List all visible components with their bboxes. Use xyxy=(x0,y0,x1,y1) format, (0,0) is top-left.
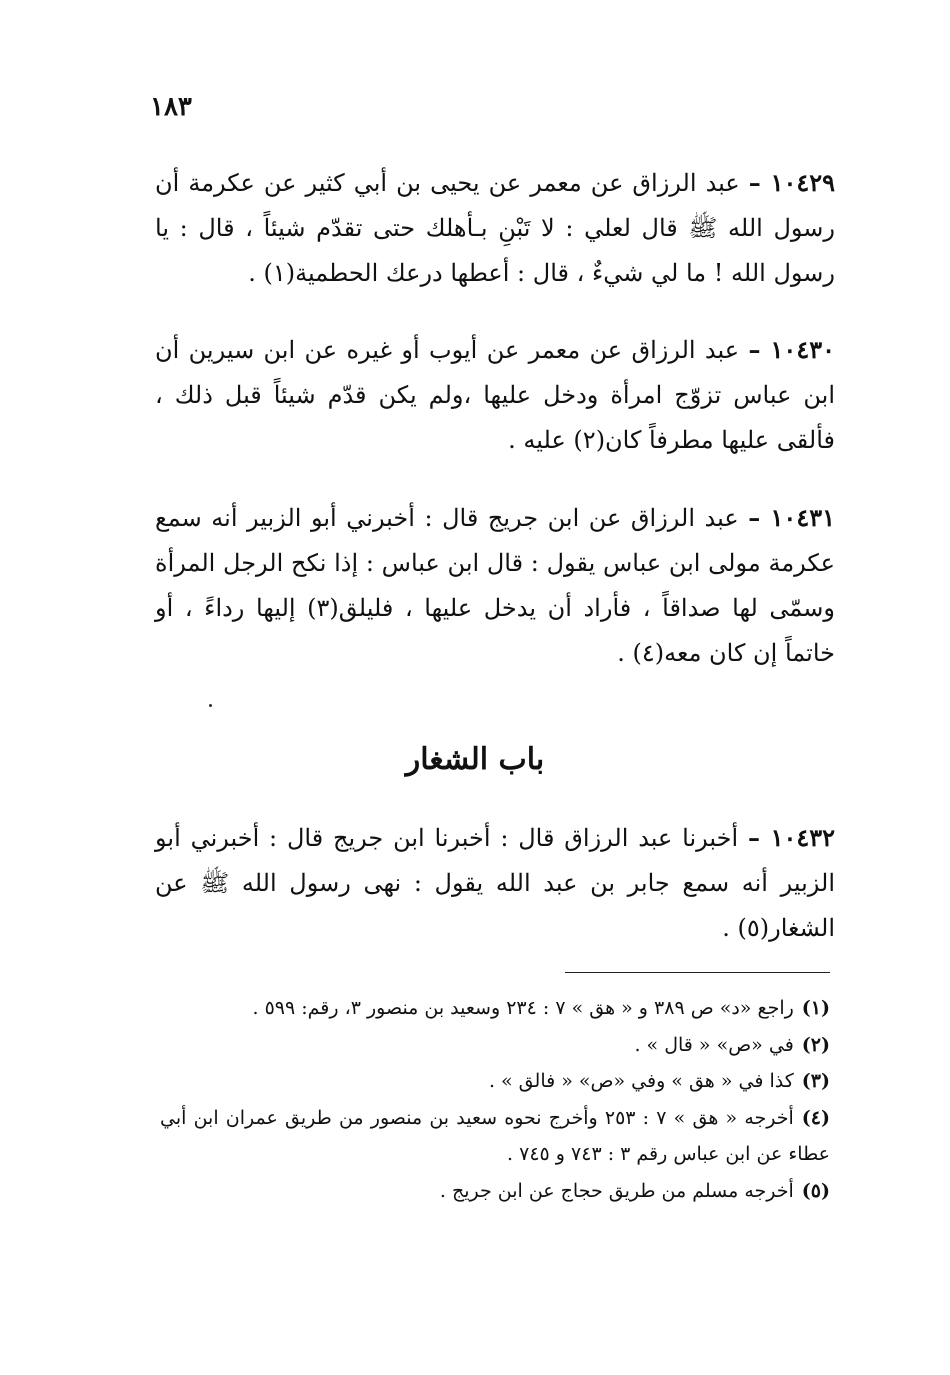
footnote-item xyxy=(160,1100,830,1173)
hadith-text: عبد الرزاق عن معمر عن أيوب أو غيره عن ابن سيرين أن ابن عباس تزوّج امرأة ودخل عليها ،ولم يكن قدّم شيئاً قبل ذلك ، فألقى عليها مطرفاً كان(٢) عليه . xyxy=(155,336,835,454)
hadith-number: ١٠٤٣١ – xyxy=(748,503,835,532)
footnote-text: في «ص» « قال » . xyxy=(634,1033,794,1056)
hadith-text: أخبرنا عبد الرزاق قال : أخبرنا ابن جريج قال : أخبرني أبو الزبير أنه سمع جابر بن عبد الله يقول : نهى رسول الله ﷺ عن الشغار(٥) . xyxy=(155,824,835,942)
hadith-10431 xyxy=(155,495,835,676)
footnote-item xyxy=(160,1063,830,1100)
ink-speck xyxy=(209,704,212,707)
hadith-text: عبد الرزاق عن معمر عن يحيى بن أبي كثير عن عكرمة أن رسول الله ﷺ قال لعلي : لا تَبْنِ بـأهلك حتى تقدّم شيئاً ، قال : يا رسول الله ! ما لي شيءٌ ، قال : أعطها درعك الحطمية(١) . xyxy=(155,169,835,287)
page-number: ١٨٣ xyxy=(150,92,192,122)
chapter-title: باب الشغار xyxy=(405,742,545,777)
footnote-item xyxy=(160,1173,830,1210)
footnotes xyxy=(160,990,830,1209)
footnote-text: راجع «د» ص ٣٨٩ و « هق » ٧ : ٢٣٤ وسعيد بن منصور ٣، رقم: ٥٩٩ . xyxy=(252,997,794,1019)
footnote-text: أخرجه مسلم من طريق حجاج عن ابن جريج . xyxy=(439,1179,794,1202)
hadith-10430 xyxy=(155,327,835,463)
hadith-number: ١٠٤٣٠ – xyxy=(748,335,835,364)
hadith-number: ١٠٤٢٩ – xyxy=(748,168,836,197)
footnote-number: (٤) xyxy=(801,1106,831,1129)
footnote-text: كذا في « هق » وفي «ص» « فالق » . xyxy=(488,1070,794,1092)
footnote-divider xyxy=(565,972,830,973)
hadith-text: عبد الرزاق عن ابن جريج قال : أخبرني أبو الزبير أنه سمع عكرمة مولى ابن عباس يقول : قال ابن عباس : إذا نكح الرجل المرأة وسمّى لها صداقاً ، فأراد أن يدخل عليها ، فليلق(٣) إليها رداءً ، أو خاتماً إن كان معه(٤) . xyxy=(155,504,835,667)
footnote-text: أخرجه « هق » ٧ : ٢٥٣ وأخرج نحوه سعيد بن منصور من طريق عمران ابن أبي عطاء عن ابن عباس رقم ٣ : ٧٤٣ و ٧٤٥ . xyxy=(160,1106,830,1165)
footnote-number: (١) xyxy=(801,997,830,1019)
footnote-number: (٢) xyxy=(801,1033,830,1056)
footnote-item xyxy=(160,990,830,1027)
hadith-10432 xyxy=(155,815,835,951)
hadith-10429 xyxy=(155,160,835,296)
footnote-number: (٣) xyxy=(801,1070,830,1092)
hadith-number: ١٠٤٣٢ – xyxy=(748,823,836,852)
footnote-item xyxy=(160,1027,830,1064)
footnote-number: (٥) xyxy=(801,1179,830,1202)
